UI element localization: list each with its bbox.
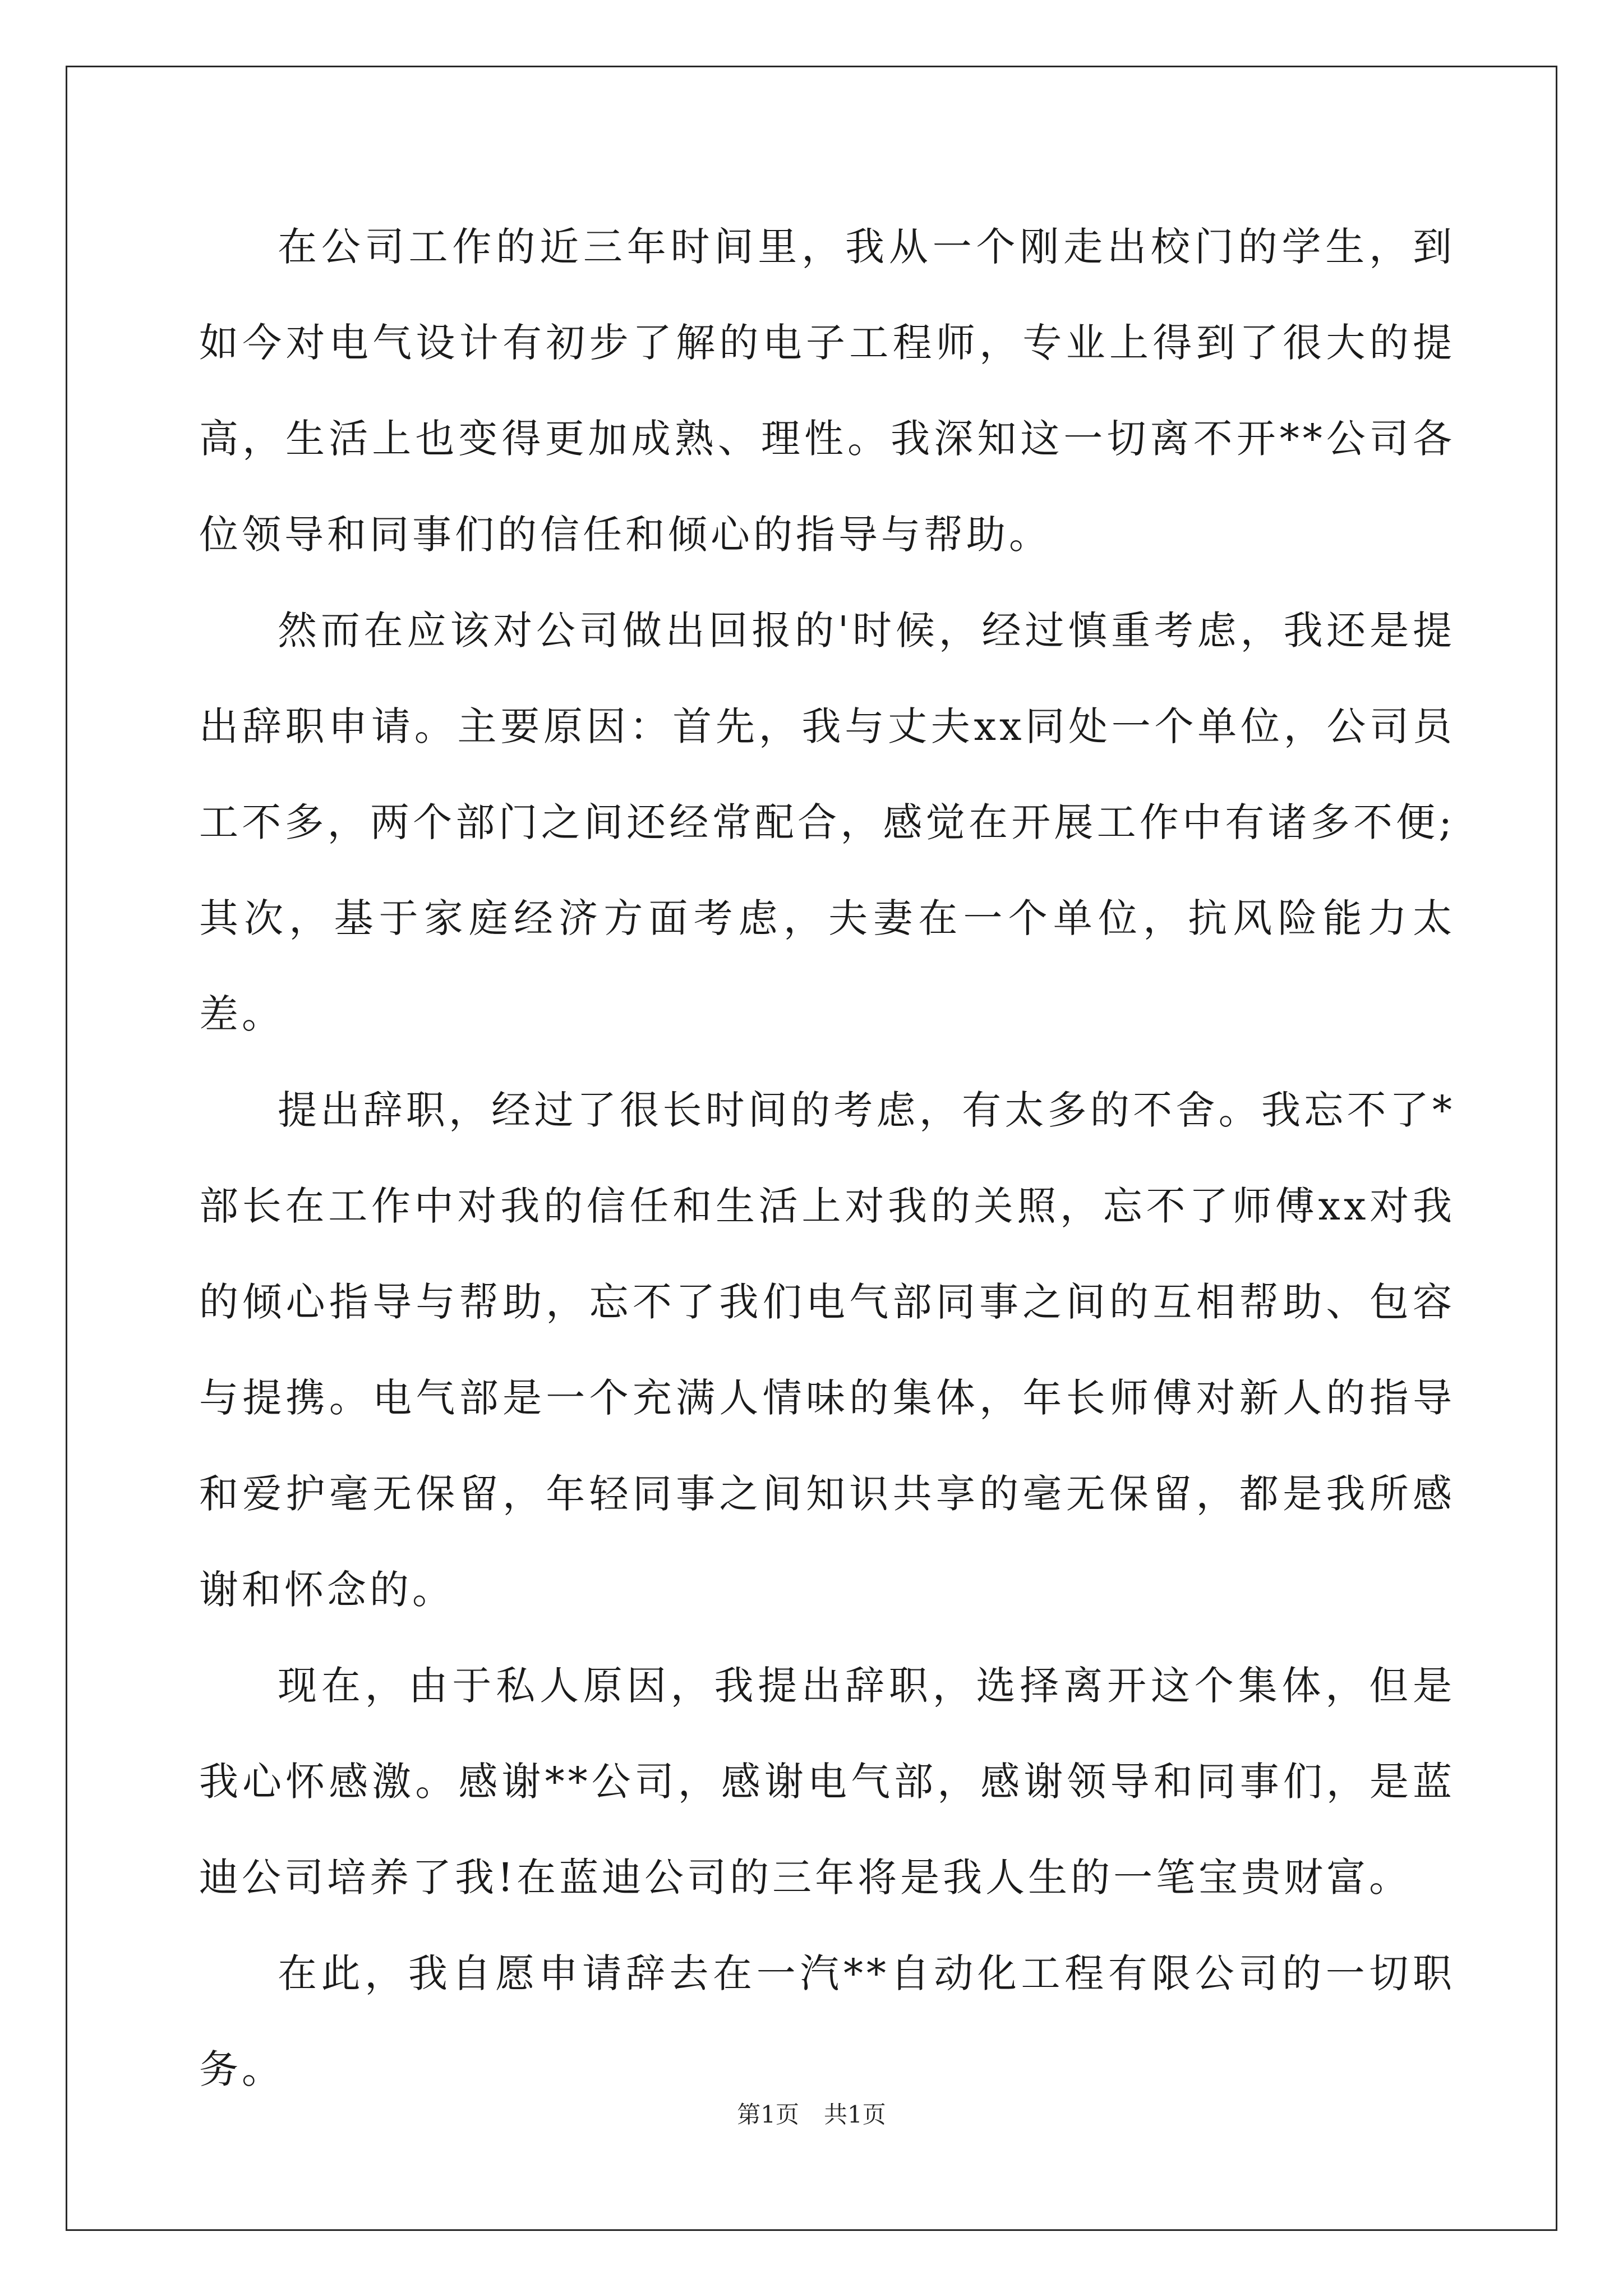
document-body <box>199 199 1455 2118</box>
page-number: 第1页 <box>737 2101 799 2128</box>
paragraph-4: 现在，由于私人原因，我提出辞职，选择离开这个集体，但是我心怀感激。感谢**公司，感谢电气部，感谢领导和同事们，是蓝迪公司培养了我!在蓝迪公司的三年将是我人生的一笔宝贵财富。 <box>199 1663 1455 1901</box>
paragraph-3: 提出辞职，经过了很长时间的考虑，有太多的不舍。我忘不了*部长在工作中对我的信任和生活上对我的关照，忘不了师傅xx对我的倾心指导与帮助，忘不了我们电气部同事之间的互相帮助、包容与提携。电气部是一个充满人情味的集体，年长师傅对新人的指导和爱护毫无保留，年轻同事之间知识共享的毫无保留，都是我所感谢和怀念的。 <box>199 1087 1455 1613</box>
paragraph-1: 在公司工作的近三年时间里，我从一个刚走出校门的学生，到如今对电气设计有初步了解的电子工程师，专业上得到了很大的提高，生活上也变得更加成熟、理性。我深知这一切离不开**公司各位领导和同事们的信任和倾心的指导与帮助。 <box>199 224 1455 558</box>
paragraph-2: 然而在应该对公司做出回报的'时候，经过慎重考虑，我还是提出辞职申请。主要原因：首先，我与丈夫xx同处一个单位，公司员工不多，两个部门之间还经常配合，感觉在开展工作中有诸多不便;其次，基于家庭经济方面考虑，夫妻在一个单位，抗风险能力太差。 <box>199 608 1455 1037</box>
page-footer <box>0 2098 1623 2132</box>
paragraph-5: 在此，我自愿申请辞去在一汽**自动化工程有限公司的一切职务。 <box>199 1950 1455 2092</box>
page-total: 共1页 <box>824 2101 886 2128</box>
